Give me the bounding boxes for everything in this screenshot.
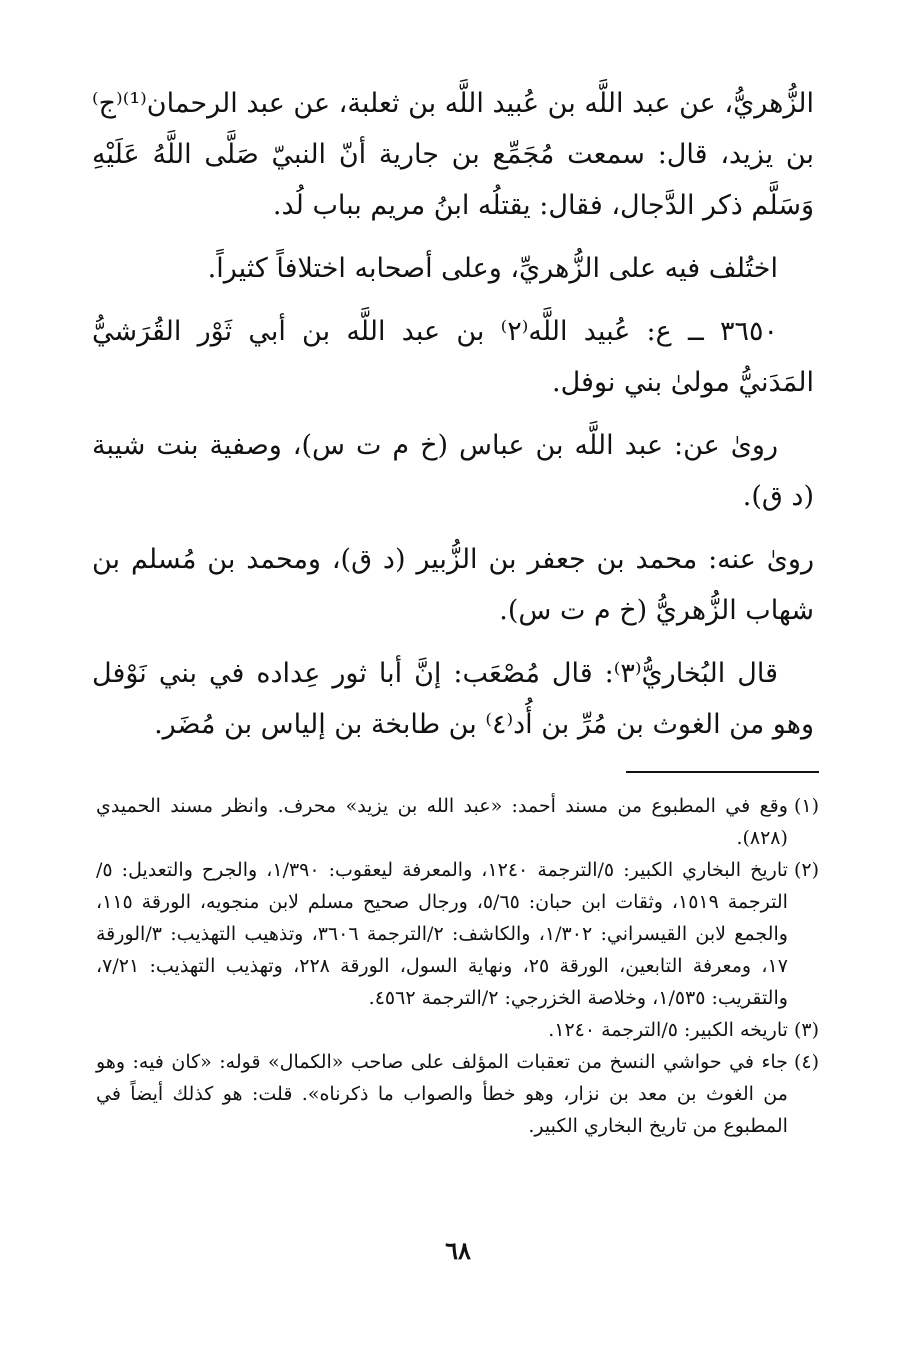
footnote-number: (٢) — [793, 859, 819, 881]
footnote-text: تاريخ البخاري الكبير: ٥/الترجمة ١٢٤٠، والمعرفة ليعقوب: ١/٣٩٠، والجرح والتعديل: ٥/الترجمة ١٥١٩، وثقات ابن حبان: ٥/٦٥، ورجال صحيح مسلم لابن منجويه، الورقة ١١٥، والجمع لابن القيسراني: ١/٣٠٢، والكاشف: ٢/الترجمة ٣٦٠٦، وتذهيب التهذيب: ٣/الورقة ١٧، ومعرفة التابعين، الورقة ٢٥، ونهاية السول، الورقة ٢٢٨، وتهذيب التهذيب: ٧/٢١، والتقريب: ١/٥٣٥، وخلاصة الخزرجي: ٢/الترجمة ٤٥٦٢. — [96, 859, 788, 1009]
footnote-number: (٤) — [793, 1051, 819, 1073]
footnote — [96, 1046, 819, 1142]
footnote-text: تاريخه الكبير: ٥/الترجمة ١٢٤٠. — [548, 1019, 788, 1041]
paragraph-ikhtilaf: اختُلف فيه على الزُّهريِّ، وعلى أصحابه اختلافاً كثيراً. — [207, 253, 778, 284]
footnote-separator — [626, 771, 819, 773]
paragraph-rawa-an: روىٰ عن: عبد اللَّه بن عباس (خ م ت س)، وصفية بنت شيبة (د ق). — [92, 430, 814, 512]
footnote-number: (١) — [793, 795, 819, 817]
footnote — [96, 1014, 819, 1046]
paragraph-entry-heading: ٣٦٥٠ ــ ع: عُبيد اللَّه⁽٢⁾ بن عبد اللَّه بن أبي ثَوْر القُرَشيُّ المَدَنيُّ مولىٰ بني نوفل. — [92, 316, 814, 398]
footnote — [96, 790, 819, 854]
main-text — [92, 78, 814, 762]
footnote-text: وقع في المطبوع من مسند أحمد: «عبد الله بن يزيد» محرف. وانظر مسند الحميدي (٨٢٨). — [96, 795, 788, 849]
paragraph-rawa-anhu: روىٰ عنه: محمد بن جعفر بن الزُّبير (د ق)، ومحمد بن مُسلم بن شهاب الزُّهريُّ (خ م ت س). — [92, 544, 814, 626]
page-number: ٦٨ — [445, 1236, 471, 1265]
paragraph-hadith: الزُّهريُّ، عن عبد اللَّه بن عُبيد اللَّه بن ثعلبة، عن عبد الرحمان⁽¹⁾⁽ج⁾ بن يزيد، قال: سمعت مُجَمِّع بن جارية أنّ النبيّ صَلَّى اللَّهُ عَلَيْهِ وَسَلَّم ذكر الدَّجال، فقال: يقتلُه ابنُ مريم بباب لُد. — [92, 88, 814, 221]
footnote — [96, 854, 819, 1014]
paragraph-bukhari: قال البُخاريُّ⁽٣⁾: قال مُصْعَب: إنَّ أبا ثور عِداده في بني نَوْفل وهو من الغوث بن مُرِّ بن أُد⁽٤⁾ بن طابخة بن إلياس بن مُضَر. — [92, 658, 814, 740]
footnote-text: جاء في حواشي النسخ من تعقبات المؤلف على صاحب «الكمال» قوله: «كان فيه: وهو من الغوث بن معد بن نزار، وهو خطأ والصواب ما ذكرناه». قلت: هو كذلك أيضاً في المطبوع من تاريخ البخاري الكبير. — [96, 1051, 788, 1137]
footnote-number: (٣) — [793, 1019, 819, 1041]
footnotes — [96, 790, 819, 1142]
